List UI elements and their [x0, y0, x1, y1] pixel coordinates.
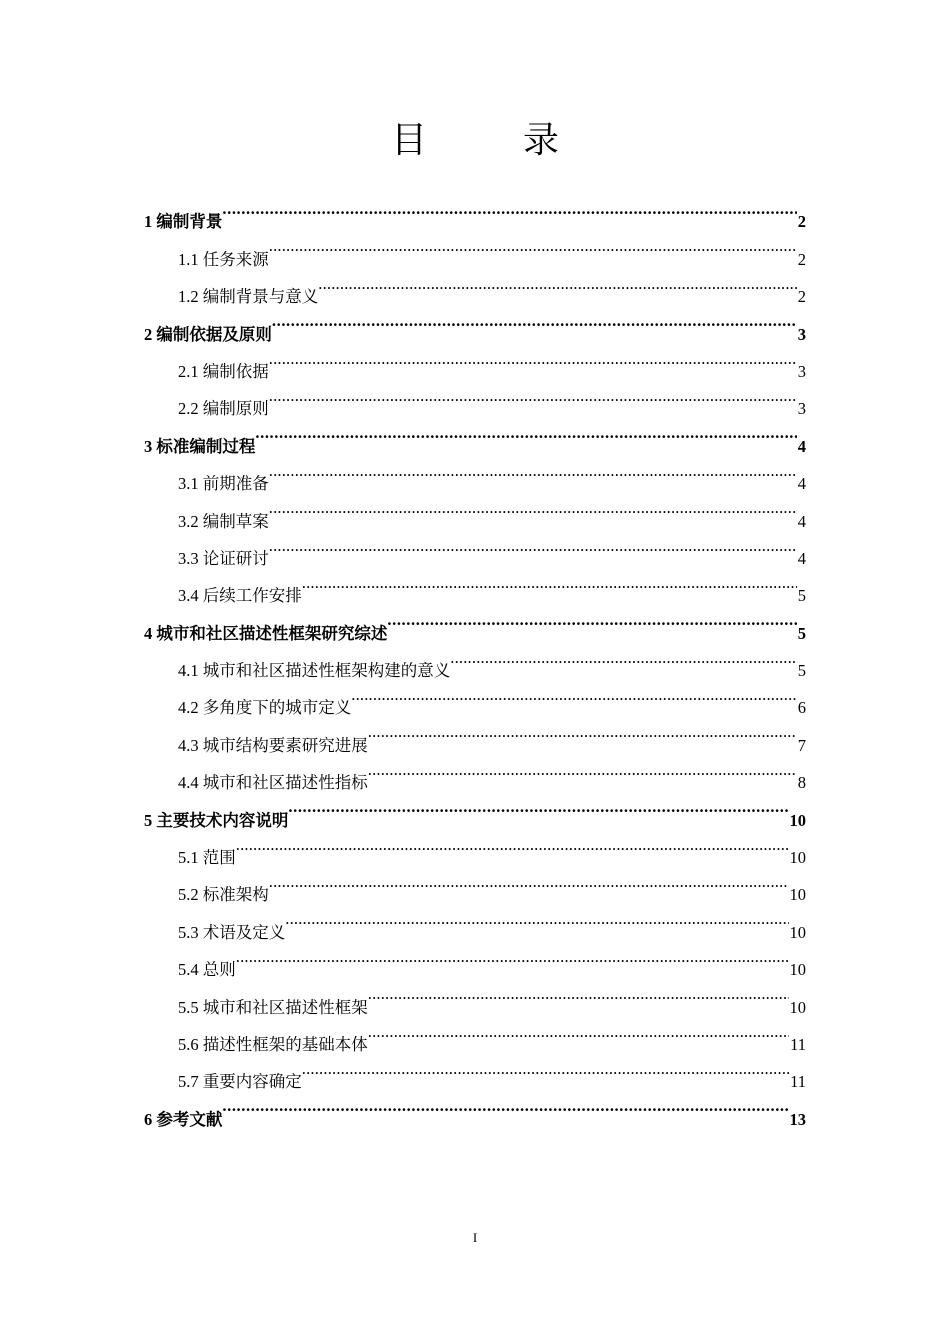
dot-leader [368, 751, 797, 788]
dot-leader [351, 676, 797, 713]
toc-entry-label: 5.7 重要内容确定 [178, 1072, 302, 1092]
dot-leader [269, 377, 797, 414]
toc-entry[interactable] [144, 863, 806, 905]
dot-leader [255, 414, 796, 451]
dot-leader [387, 601, 796, 638]
toc-entry-page: 3 [797, 324, 806, 344]
toc-entry[interactable] [144, 938, 806, 980]
toc-entry-label: 6 参考文献 [144, 1109, 223, 1129]
toc-entry-page: 10 [789, 960, 806, 980]
dot-leader [236, 826, 789, 863]
page-title: 目 录 [390, 120, 589, 160]
toc-entry-page: 8 [797, 773, 806, 793]
toc-entry-label: 4.2 多角度下的城市定义 [178, 698, 352, 718]
toc-entry[interactable] [144, 826, 806, 868]
dot-leader [318, 265, 797, 302]
toc-entry-page: 4 [797, 474, 806, 494]
toc-entry-label: 2.1 编制依据 [178, 361, 269, 381]
toc-entry[interactable] [144, 975, 806, 1017]
dot-leader [450, 639, 797, 676]
toc-entry-page: 2 [797, 212, 806, 232]
toc-entry-label: 3.2 编制草案 [178, 511, 269, 531]
toc-entry-label: 4.1 城市和社区描述性框架构建的意义 [178, 661, 451, 681]
dot-leader [269, 340, 797, 377]
dot-leader [269, 452, 797, 489]
toc-entry-label: 3.3 论证研讨 [178, 548, 269, 568]
dot-leader [368, 975, 789, 1012]
toc-entry-label: 5.2 标准架构 [178, 885, 269, 905]
table-of-contents [144, 190, 806, 1129]
toc-entry-label: 1 编制背景 [144, 212, 223, 232]
toc-entry-label: 2.2 编制原则 [178, 399, 269, 419]
toc-entry-label: 5.6 描述性框架的基础本体 [178, 1034, 368, 1054]
toc-entry-label: 3 标准编制过程 [144, 436, 256, 456]
toc-entry-page: 10 [789, 922, 806, 942]
toc-entry-page: 4 [797, 511, 806, 531]
toc-entry-label: 3.1 前期准备 [178, 474, 269, 494]
dot-leader [302, 564, 797, 601]
toc-entry-page: 10 [789, 810, 806, 830]
toc-entry-label: 2 编制依据及原则 [144, 324, 272, 344]
toc-entry-page: 13 [789, 1109, 806, 1129]
toc-entry-page: 6 [797, 698, 806, 718]
dot-leader [285, 900, 788, 937]
dot-leader [302, 1050, 789, 1087]
toc-entry[interactable] [144, 1087, 806, 1129]
toc-entry-label: 4.4 城市和社区描述性指标 [178, 773, 368, 793]
dot-leader [222, 190, 796, 227]
toc-entry[interactable] [144, 190, 806, 232]
toc-entry-page: 3 [797, 399, 806, 419]
toc-entry-page: 4 [797, 436, 806, 456]
toc-entry-page: 10 [789, 997, 806, 1017]
toc-entry-label: 1.2 编制背景与意义 [178, 287, 319, 307]
toc-entry-label: 4 城市和社区描述性框架研究综述 [144, 623, 388, 643]
dot-leader [269, 489, 797, 526]
toc-entry-label: 3.4 后续工作安排 [178, 586, 302, 606]
dot-leader [288, 788, 788, 825]
dot-leader [368, 713, 797, 750]
toc-entry-label: 5.3 术语及定义 [178, 922, 286, 942]
dot-leader [272, 302, 797, 339]
toc-entry-label: 4.3 城市结构要素研究进展 [178, 735, 368, 755]
toc-entry-page: 11 [790, 1072, 806, 1092]
dot-leader [269, 227, 797, 264]
toc-entry-page: 5 [797, 661, 806, 681]
toc-entry-page: 2 [797, 249, 806, 269]
toc-entry-label: 5 主要技术内容说明 [144, 810, 289, 830]
toc-entry-page: 4 [797, 548, 806, 568]
toc-entry-label: 1.1 任务来源 [178, 249, 269, 269]
dot-leader [269, 527, 797, 564]
toc-entry-page: 5 [797, 623, 806, 643]
toc-entry-page: 10 [789, 885, 806, 905]
toc-entry-label: 5.1 范围 [178, 848, 236, 868]
toc-entry-page: 11 [790, 1034, 806, 1054]
dot-leader [222, 1087, 788, 1124]
toc-entry-page: 7 [797, 735, 806, 755]
page-number: I [472, 1230, 478, 1245]
toc-entry-label: 5.4 总则 [178, 960, 236, 980]
toc-entry-page: 2 [797, 287, 806, 307]
toc-entry-label: 5.5 城市和社区描述性框架 [178, 997, 368, 1017]
dot-leader [269, 863, 789, 900]
toc-entry-page: 5 [797, 586, 806, 606]
dot-leader [368, 1013, 789, 1050]
dot-leader [236, 938, 789, 975]
toc-entry-page: 10 [789, 848, 806, 868]
toc-entry[interactable] [144, 227, 806, 269]
toc-entry-page: 3 [797, 361, 806, 381]
